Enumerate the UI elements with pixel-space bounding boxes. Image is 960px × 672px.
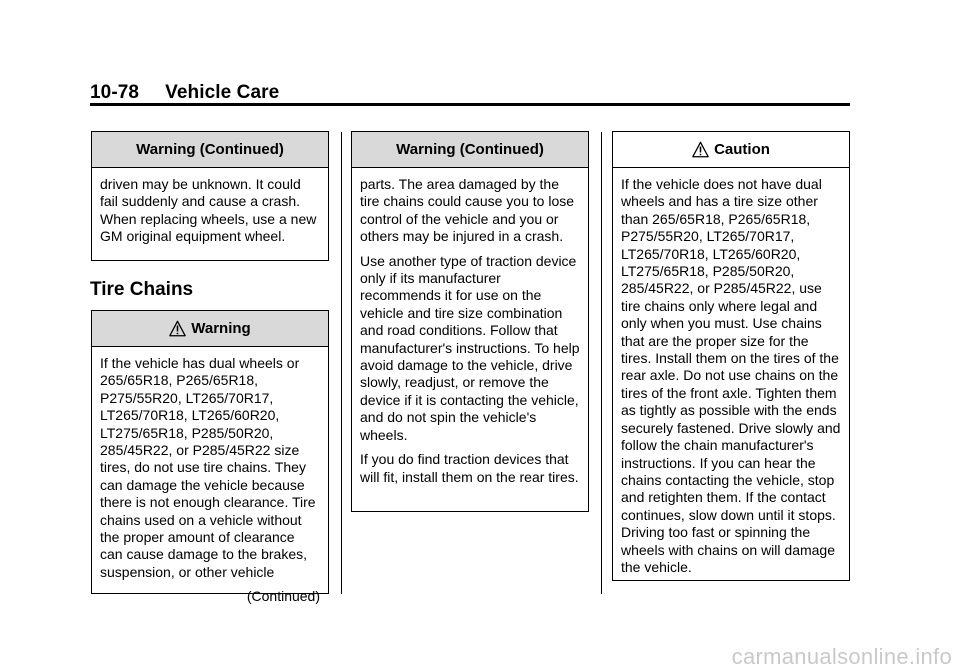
column-divider-1	[341, 132, 342, 594]
chapter-title: Vehicle Care	[165, 82, 280, 103]
caution-heading-label: Caution	[714, 141, 770, 158]
warning-continued-paragraph-3: If you do find traction devices that will fit, install them on the rear tires.	[360, 451, 579, 485]
page-header	[90, 82, 279, 104]
continued-label: (Continued)	[246, 588, 320, 605]
warning-continued-text: driven may be unknown. It could fail suddenly and cause a crash. When replacing wheels, use a new GM original equipment wheel.	[100, 176, 317, 245]
watermark: carmanualsonline.info	[731, 644, 952, 669]
warning-continued-heading-col2: Warning (Continued)	[352, 132, 588, 168]
warning-continued-box-col1	[91, 131, 329, 261]
warning-continued-paragraph-2: Use another type of traction device only if its manufacturer recommends it for use on the vehicle and tire size combination and road conditions. Follow that manufacturer's instructions. To help avoid damage to the vehicle, drive slowly, readjust, or remove the device if it is contacting the vehicle, and do not spin the vehicle's wheels.	[360, 252, 580, 443]
section-title-tire-chains: Tire Chains	[90, 279, 194, 300]
caution-text: If the vehicle does not have dual wheels and has a tire size other than 265/65R18, P265/65R18, P275/55R20, LT265/70R17, LT265/70R18, LT265/60R20, LT275/65R18, P285/50R20, 285/45R22, or P285/45R22, use tire chains only where legal and only when you must. Use chains that are the proper size for the tires. Install them on the tires of the rear axle. Do not use chains on the tires of the front axle. Tighten them as tightly as possible with the ends securely fastened. Drive slowly and follow the chain manufacturer's instructions. If you can hear the chains contacting the vehicle, stop and retighten them. If the contact continues, slow down until it stops. Driving too fast or spinning the wheels with chains on will damage the vehicle.	[621, 176, 841, 575]
warning-text: If the vehicle has dual wheels or 265/65R18, P265/65R18, P275/55R20, LT265/70R17, LT265/70R18, LT265/60R20, LT275/65R18, P285/50R20, 285/45R22, or P285/45R22 size tires, do not use tire chains. They can damage the vehicle because there is not enough clearance. Tire chains used on a vehicle without the proper amount of clearance can cause damage to the brakes, suspension, or other vehicle	[100, 355, 316, 580]
warning-continued-box-col2	[351, 131, 589, 512]
warning-continued-heading: Warning (Continued)	[92, 132, 328, 168]
caution-heading	[613, 132, 849, 168]
warning-triangle-icon	[692, 141, 709, 158]
warning-box-tire-chains	[91, 310, 329, 605]
warning-heading	[92, 311, 328, 347]
column-divider-2	[601, 132, 602, 594]
header-rule	[90, 103, 850, 106]
warning-triangle-icon	[169, 320, 186, 337]
page-number: 10-78	[90, 82, 140, 103]
warning-heading-label: Warning	[191, 320, 251, 337]
caution-box	[612, 131, 850, 581]
warning-continued-paragraph-1: parts. The area damaged by the tire chains could cause you to lose control of the vehicle and you or others may be injured in a crash.	[360, 176, 575, 245]
